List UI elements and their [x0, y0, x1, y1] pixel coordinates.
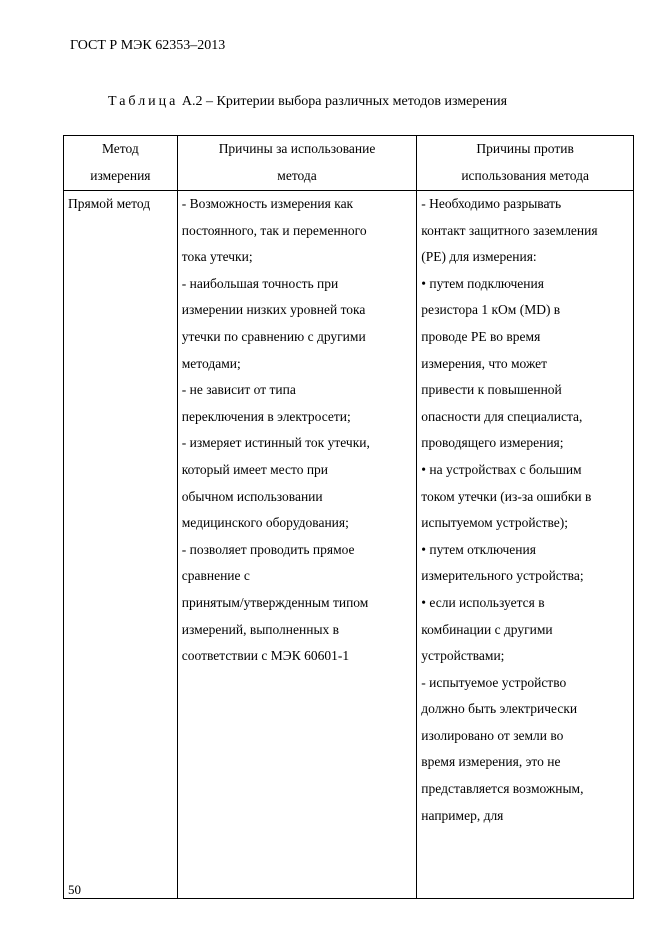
cons-text-line: например, для [421, 807, 504, 823]
cons-text-line: • путем подключения [421, 275, 544, 291]
header-pros-line-2: метода [277, 167, 317, 183]
cons-text-line: • если используется в [421, 594, 545, 610]
cons-text-line: время измерения, это не [421, 754, 561, 770]
table-caption-label: Таблица [108, 94, 179, 109]
pros-text-line: медицинского оборудования; [181, 515, 349, 531]
header-method [64, 136, 178, 191]
table-header-row [64, 136, 634, 191]
cons-text-line: устройствами; [421, 648, 505, 664]
method-text-line: Прямой метод [68, 196, 151, 211]
cons-text-line: резистора 1 кОм (MD) в [421, 302, 561, 318]
cons-text-line: • на устройствах с большим [421, 461, 582, 477]
pros-text-line: соответствии с МЭК 60601-1 [181, 648, 350, 664]
cons-text-line: измерительного устройства; [421, 568, 584, 584]
cons-text-line: контакт защитного заземления [421, 222, 598, 238]
cons-text-line: представляется возможным, [421, 781, 584, 797]
cons-text-line: опасности для специалиста, [421, 408, 583, 424]
header-pros [177, 136, 417, 191]
cell-pros [177, 191, 417, 899]
pros-text-line: обычном использовании [181, 488, 323, 504]
header-cons-line-1: Причины против [476, 141, 574, 156]
pros-text-line: постоянного, так и переменного [181, 222, 367, 238]
cons-text-line: привести к повышенной [421, 382, 562, 398]
table-caption-text: А.2 – Критерии выбора различных методов измерения [178, 94, 508, 109]
pros-text-line: методами; [181, 355, 241, 371]
header-method-line-1: Метод [101, 141, 139, 156]
pros-text-line: измерений, выполненных в [181, 621, 340, 637]
pros-text-line: переключения в электросети; [181, 408, 351, 424]
table-caption [108, 94, 507, 110]
cons-text-line: - Необходимо разрывать [421, 196, 562, 211]
pros-text-line: который имеет место при [181, 461, 329, 477]
pros-text-line: тока утечки; [181, 249, 253, 265]
cons-text-line: испытуемом устройстве); [421, 515, 569, 531]
header-cons-line-2: использования метода [461, 167, 589, 183]
header-cons [417, 136, 634, 191]
cons-text-line: проводящего измерения; [421, 435, 564, 451]
table-row [64, 191, 634, 899]
header-pros-line-1: Причины за использование [218, 141, 376, 156]
cons-text-line: изолировано от земли во [421, 727, 564, 743]
page-number: 50 [68, 882, 81, 897]
pros-text-line: сравнение с [181, 568, 250, 584]
cons-text-line: измерения, что может [421, 355, 547, 371]
pros-text-line: - позволяет проводить прямое [181, 541, 355, 557]
pros-text-line: утечки по сравнению с другими [181, 328, 366, 344]
pros-text-line: измерении низких уровней тока [181, 302, 366, 318]
pros-text-line: - измеряет истинный ток утечки, [181, 435, 370, 451]
cell-method [64, 191, 178, 899]
criteria-table [63, 135, 634, 899]
cons-text-line: комбинации с другими [421, 621, 553, 637]
pros-text-line: - Возможность измерения как [181, 196, 354, 211]
cons-text-line: (PE) для измерения: [421, 249, 537, 265]
cons-text-line: током утечки (из-за ошибки в [421, 488, 592, 504]
cons-text-line: - испытуемое устройство [421, 674, 567, 690]
cons-text-line: должно быть электрически [421, 701, 578, 717]
cons-text-line: • путем отключения [421, 541, 536, 557]
pros-text-line: - не зависит от типа [181, 382, 296, 398]
pros-text-line: принятым/утвержденным типом [181, 594, 369, 610]
document-header: ГОСТ Р МЭК 62353–2013 [70, 38, 226, 53]
cons-text-line: проводе PE во время [421, 328, 541, 344]
pros-text-line: - наибольшая точность при [181, 275, 339, 291]
header-method-line-2: измерения [90, 167, 151, 183]
cell-cons [417, 191, 634, 899]
